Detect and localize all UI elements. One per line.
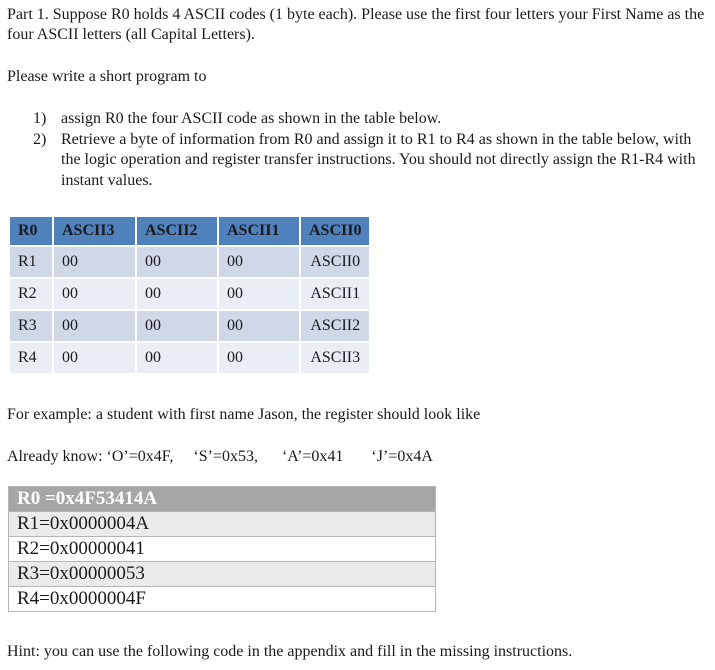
table-cell: 00	[219, 279, 299, 309]
table-row	[10, 279, 369, 309]
example-register-table	[8, 486, 436, 612]
instruction-list	[33, 109, 705, 191]
table-row	[9, 512, 436, 537]
example-text: For example: a student with first name Jason, the register should look like	[7, 406, 481, 423]
table-cell: R3	[10, 311, 52, 341]
table-cell: 00	[137, 311, 217, 341]
table-cell: 00	[137, 247, 217, 277]
table-cell: 00	[219, 311, 299, 341]
table-cell: R2	[10, 279, 52, 309]
table-cell: R4	[10, 343, 52, 373]
table-row	[9, 562, 436, 587]
table-cell: 00	[54, 279, 135, 309]
register-value: R4=0x0000004F	[9, 587, 436, 612]
register-value: R1=0x0000004A	[9, 512, 436, 537]
known-values-text: Already know: ‘O’=0x4F, ‘S’=0x53, ‘A’=0x41 ‘J’=0x4A	[7, 448, 433, 465]
instruction-item	[33, 130, 705, 192]
table-header-row	[10, 217, 369, 245]
column-header: R0	[10, 217, 52, 245]
table-cell: ASCII1	[301, 279, 369, 309]
table-cell: 00	[137, 343, 217, 373]
instruction-number: 1)	[33, 110, 47, 127]
register-value: R2=0x00000041	[9, 537, 436, 562]
table-row	[10, 343, 369, 373]
table-cell: 00	[54, 311, 135, 341]
column-header: ASCII2	[137, 217, 217, 245]
table-row	[9, 487, 436, 512]
instruction-text: assign R0 the four ASCII code as shown in the table below.	[61, 110, 442, 127]
register-value: R3=0x00000053	[9, 562, 436, 587]
table-cell: ASCII2	[301, 311, 369, 341]
table-row	[10, 247, 369, 277]
column-header: ASCII0	[301, 217, 369, 245]
table-cell: ASCII3	[301, 343, 369, 373]
instruction-text: Retrieve a byte of information from R0 and assign it to R1 to R4 as shown in the table below, with the logic operation and register transfer instructions. You should not directly assign the R1-R4 with instant values.	[61, 130, 696, 189]
table-cell: R1	[10, 247, 52, 277]
table-row	[10, 311, 369, 341]
register-value: R0 =0x4F53414A	[9, 487, 436, 512]
hint-text: Hint: you can use the following code in the appendix and fill in the missing instructions.	[7, 643, 573, 660]
table-cell: 00	[54, 343, 135, 373]
table-row	[9, 587, 436, 612]
instruction-number: 2)	[33, 130, 47, 148]
table-cell: 00	[219, 343, 299, 373]
intro-paragraph: Part 1. Suppose R0 holds 4 ASCII codes (1 byte each). Please use the first four letters your First Name as the four ASCII letters (all Capital Letters).	[7, 6, 705, 43]
table-row	[9, 537, 436, 562]
table-cell: ASCII0	[301, 247, 369, 277]
column-header: ASCII3	[54, 217, 135, 245]
register-layout-table	[8, 215, 371, 375]
instruction-item	[33, 109, 705, 130]
column-header: ASCII1	[219, 217, 299, 245]
table-cell: 00	[137, 279, 217, 309]
write-prompt: Please write a short program to	[7, 68, 207, 85]
table-cell: 00	[54, 247, 135, 277]
table-cell: 00	[219, 247, 299, 277]
